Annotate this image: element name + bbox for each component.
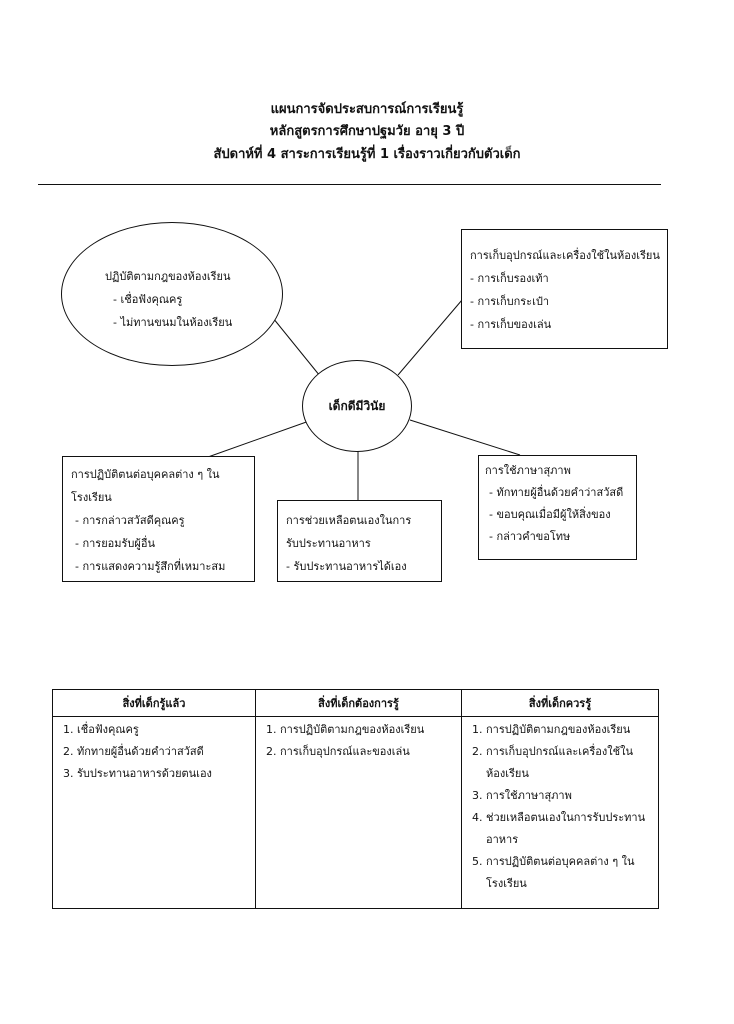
node-item: - การเก็บของเล่น [470,318,552,331]
list-item: 3. รับประทานอาหารด้วยตนเอง [77,763,251,785]
list-item: 3. การใช้ภาษาสุภาพ [486,785,654,807]
node-item: - การเก็บกระเป๋า [470,295,550,308]
node-title-line: โรงเรียน [71,491,112,504]
connector-top-right [398,300,462,375]
node-classroom-rules [61,222,283,366]
column-header-should-know: สิ่งที่เด็กควรรู้ [462,690,659,717]
node-behavior-toward-others [62,456,255,582]
node-title-line: รับประทานอาหาร [286,537,371,550]
list-item: 1. การปฏิบัติตามกฎของห้องเรียน [280,719,457,741]
document-title: แผนการจัดประสบการณ์การเรียนรู้ [270,102,464,117]
list-item: 5. การปฏิบัติตนต่อบุคคลต่าง ๆ ในโรงเรียน [486,851,654,895]
list-item: 1. เชื่อฟังคุณครู [77,719,251,741]
cell-want-to-know [256,717,462,909]
list-item: 1. การปฏิบัติตามกฎของห้องเรียน [486,719,654,741]
connector-bottom-right [410,420,520,455]
node-item: - กล่าวคำขอโทษ [489,530,571,543]
node-center: เด็กดีมีวินัย [302,360,412,452]
node-title-line: การปฏิบัติตนต่อบุคคลต่าง ๆ ใน [71,468,220,481]
kwl-table [52,689,659,909]
list-item: 4. ช่วยเหลือตนเองในการรับประทานอาหาร [486,807,654,851]
list-item: 2. ทักทายผู้อื่นด้วยคำว่าสวัสดี [77,741,251,763]
cell-should-know [462,717,659,909]
connector-bottom-left [208,420,312,457]
table-header-row [53,690,659,717]
week-topic-line: สัปดาห์ที่ 4 สาระการเรียนรู้ที่ 1 เรื่องราวเกี่ยวกับตัวเด็ก [213,147,521,162]
node-item: - ไม่ทานขนมในห้องเรียน [113,316,233,329]
node-title: การใช้ภาษาสุภาพ [485,464,571,477]
node-item: - การแสดงความรู้สึกที่เหมาะสม [75,560,226,573]
node-item: - เชื่อฟังคุณครู [113,293,183,306]
node-title: การเก็บอุปกรณ์และเครื่องใช้ในห้องเรียน [470,249,660,262]
node-title-line: การช่วยเหลือตนเองในการ [286,514,412,527]
node-item: - การกล่าวสวัสดีคุณครู [75,514,185,527]
node-item: - การเก็บรองเท้า [470,272,549,285]
list-item: 2. การเก็บอุปกรณ์และของเล่น [280,741,457,763]
node-self-help-eating [277,500,442,582]
curriculum-line: หลักสูตรการศึกษาปฐมวัย อายุ 3 ปี [269,124,465,139]
table-row [53,717,659,909]
node-item: - ทักทายผู้อื่นด้วยคำว่าสวัสดี [489,486,624,499]
list-item: 2. การเก็บอุปกรณ์และเครื่องใช้ในห้องเรียน [486,741,654,785]
node-item: - รับประทานอาหารได้เอง [286,560,407,573]
cell-known [53,717,256,909]
node-item: - การยอมรับผู้อื่น [75,537,155,550]
column-header-want-to-know: สิ่งที่เด็กต้องการรู้ [256,690,462,717]
node-storing-equipment [461,229,668,349]
node-title: ปฏิบัติตามกฎของห้องเรียน [105,270,231,283]
node-polite-language [478,455,637,560]
connector-top-left [273,318,320,376]
column-header-known: สิ่งที่เด็กรู้แล้ว [53,690,256,717]
node-item: - ขอบคุณเมื่อมีผู้ให้สิ่งของ [489,508,611,521]
